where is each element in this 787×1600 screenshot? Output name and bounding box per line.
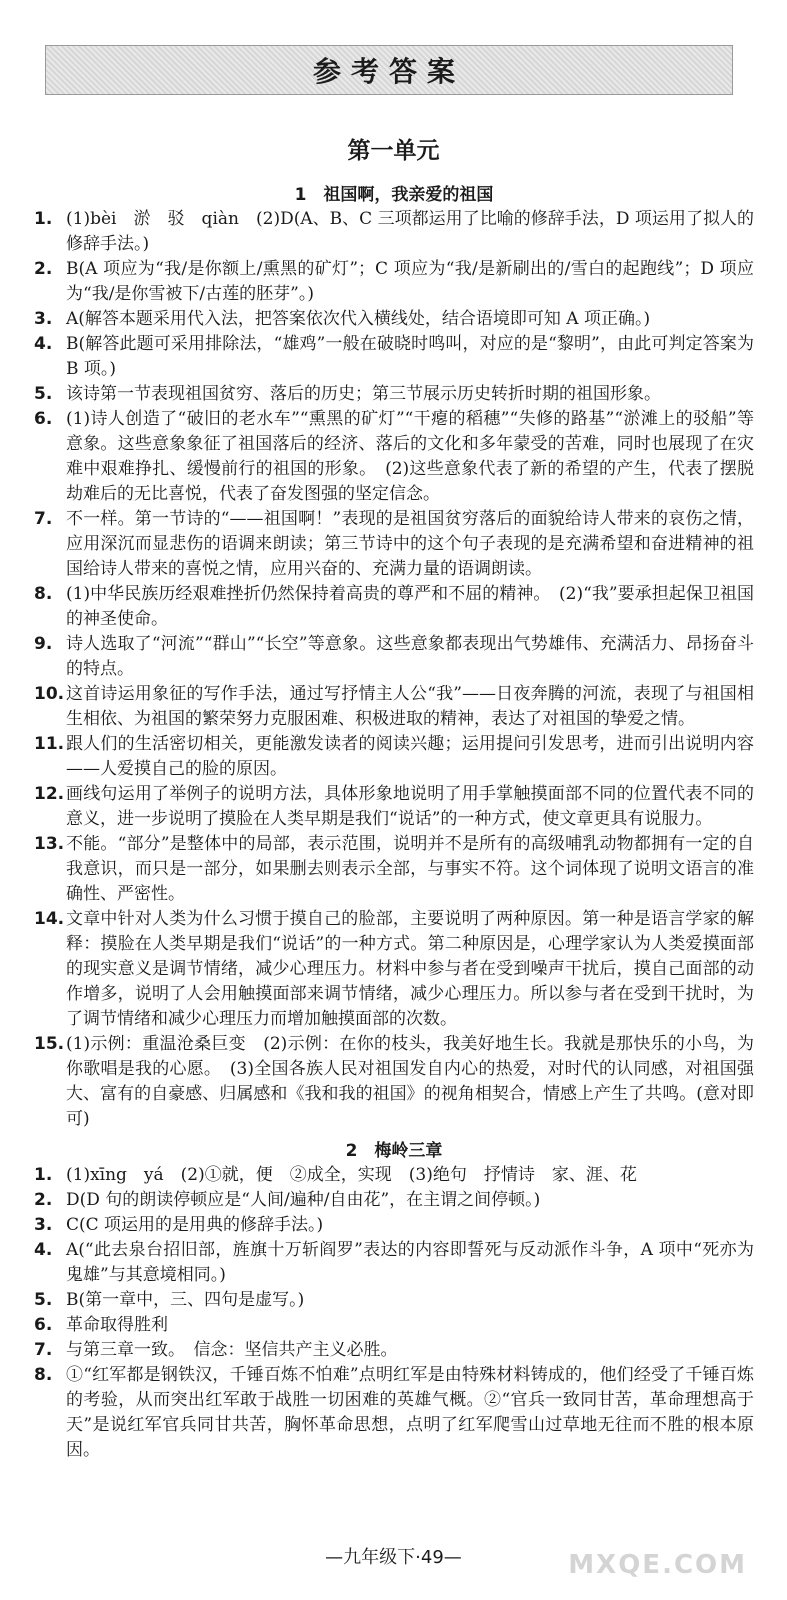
answer-text: C(C 项运用的是用典的修辞手法。) [66,1215,324,1235]
answer-item [34,782,754,832]
answer-text: (1)诗人创造了“破旧的老水车”“熏黑的矿灯”“干瘪的稻穗”“失修的路基”“淤滩上的驳船”等意象。这些意象象征了祖国落后的经济、落后的文化和多年蒙受的苦难，同时也展现了在灾难中艰难挣扎、缓慢前行的祖国的形象。 (2)这些意象代表了新的希望的产生，代表了摆脱劫难后的无比喜悦，代表了奋发图强的坚定信念。 [66,409,754,504]
section-title: 2 梅岭三章 [345,1141,443,1161]
answer-item [34,1363,754,1463]
section-items [34,207,754,1132]
answer-item [34,682,754,732]
answer-item [34,1313,754,1338]
answer-item [34,582,754,632]
answer-item [34,407,754,507]
banner-title: 参考答案 [312,55,465,88]
answer-text: 该诗第一节表现祖国贫穷、落后的历史；第三节展示历史转折时期的祖国形象。 [66,384,661,404]
answer-item [34,382,754,407]
answer-number: 10. [34,684,65,704]
answer-text: (1)xīng yá (2)①就，便 ②成全，实现 (3)绝句 抒情诗 家、涯、花 [66,1165,637,1185]
answer-number: 8. [34,584,53,604]
answer-item [34,1163,754,1188]
answer-item [34,732,754,782]
section-items [34,1163,754,1463]
answer-number: 5. [34,384,53,404]
answer-item [34,1338,754,1363]
answer-number: 11. [34,734,65,754]
answer-text: 不能。“部分”是整体中的局部，表示范围，说明并不是所有的高级哺乳动物都拥有一定的自我意识，而只是一部分，如果删去则表示全部，与事实不符。这个词体现了说明文语言的准确性、严密性。 [66,834,754,904]
answer-text: ①“红军都是钢铁汉，千锤百炼不怕难”点明红军是由特殊材料铸成的，他们经受了千锤百炼的考验，从而突出红军敢于战胜一切困难的英雄气概。②“官兵一致同甘苦，革命理想高于天”是说红军官兵同甘共苦，胸怀革命思想，点明了红军爬雪山过草地无往而不胜的根本原因。 [66,1365,754,1460]
answer-number: 2. [34,259,53,279]
answer-text: 文章中针对人类为什么习惯于摸自己的脸部，主要说明了两种原因。第一种是语言学家的解释：摸脸在人类早期是我们“说话”的一种方式。第二种原因是，心理学家认为人类爱摸面部的现实意义是调节情绪，减少心理压力。材料中参与者在受到噪声干扰后，摸自己面部的动作增多，说明了人会用触摸面部来调节情绪，减少心理压力。所以参与者在受到干扰时，为了调节情绪和减少心理压力而增加触摸面部的次数。 [66,909,754,1029]
answer-number: 5. [34,1290,53,1310]
answer-text: 与第三章一致。 信念：坚信共产主义必胜。 [66,1340,398,1360]
answer-item [34,307,754,332]
answer-number: 12. [34,784,65,804]
answer-content [34,176,754,1463]
answer-text: 跟人们的生活密切相关，更能激发读者的阅读兴趣；运用提问引发思考，进而引出说明内容——人爱摸自己的脸的原因。 [66,734,754,779]
answer-item [34,257,754,307]
answer-item [34,1288,754,1313]
answer-item [34,632,754,682]
answer-number: 8. [34,1365,53,1385]
answer-item [34,1238,754,1288]
answer-text: D(D 句的朗读停顿应是“人间/遍种/自由花”，在主谓之间停顿。) [66,1190,541,1210]
answer-number: 6. [34,409,53,429]
answer-item [34,1032,754,1132]
answer-number: 4. [34,1240,53,1260]
section-1 [34,180,754,1132]
answer-number: 14. [34,909,65,929]
answer-item [34,1188,754,1213]
answer-text: (1)中华民族历经艰难挫折仍然保持着高贵的尊严和不屈的精神。 (2)“我”要承担起保卫祖国的神圣使命。 [66,584,754,629]
answer-text: A(解答本题采用代入法，把答案依次代入横线处，结合语境即可知 A 项正确。) [66,309,651,329]
answer-number: 7. [34,1340,53,1360]
answer-text: A(“此去泉台招旧部，旌旗十万斩阎罗”表达的内容即誓死与反动派作斗争，A 项中“死亦为鬼雄”与其意境相同。) [66,1240,754,1285]
answer-number: 15. [34,1034,65,1054]
answer-item [34,207,754,257]
answer-number: 9. [34,634,53,654]
answer-number: 1. [34,209,53,229]
answer-item [34,1213,754,1238]
answer-number: 4. [34,334,53,354]
answer-text: 不一样。第一节诗的“——祖国啊！”表现的是祖国贫穷落后的面貌给诗人带来的哀伤之情，应用深沉而显悲伤的语调来朗读；第三节诗中的这个句子表现的是充满希望和奋进精神的祖国给诗人带来的喜悦之情，应用兴奋的、充满力量的语调朗读。 [66,509,754,579]
answer-text: 画线句运用了举例子的说明方法，具体形象地说明了用手掌触摸面部不同的位置代表不同的意义，进一步说明了摸脸在人类早期是我们“说话”的一种方式，使文章更具有说服力。 [66,784,754,829]
answer-number: 1. [34,1165,53,1185]
answer-number: 3. [34,309,53,329]
answer-text: (1)bèi 淤 驳 qiàn (2)D(A、B、C 三项都运用了比喻的修辞手法，D 项运用了拟人的修辞手法。) [66,209,754,254]
watermark-logo: MXQE.COM [568,1550,747,1580]
answer-number: 7. [34,509,53,529]
answer-item [34,832,754,907]
answer-item [34,907,754,1032]
page-number: —九年级下·49— [325,1547,462,1568]
answer-text: 这首诗运用象征的写作手法，通过写抒情主人公“我”——日夜奔腾的河流，表现了与祖国相生相依、为祖国的繁荣努力克服困难、积极进取的精神，表达了对祖国的挚爱之情。 [66,684,754,729]
answer-text: 诗人选取了“河流”“群山”“长空”等意象。这些意象都表现出气势雄伟、充满活力、昂扬奋斗的特点。 [66,634,754,679]
answer-number: 2. [34,1190,53,1210]
answer-item [34,332,754,382]
answer-item [34,507,754,582]
answer-text: B(解答此题可采用排除法，“雄鸡”一般在破晓时鸣叫，对应的是“黎明”，由此可判定答案为 B 项。) [66,334,754,379]
answer-text: 革命取得胜利 [66,1315,168,1335]
answer-number: 3. [34,1215,53,1235]
answer-text: B(A 项应为“我/是你额上/熏黑的矿灯”；C 项应为“我/是新刷出的/雪白的起跑线”；D 项应为“我/是你雪被下/古莲的胚芽”。) [66,259,754,304]
unit-title: 第一单元 [347,138,440,164]
answer-number: 13. [34,834,65,854]
section-2 [34,1136,754,1463]
answer-text: B(第一章中，三、四句是虚写。) [66,1290,305,1310]
section-title: 1 祖国啊，我亲爱的祖国 [294,185,494,205]
answer-text: (1)示例：重温沧桑巨变 (2)示例：在你的枝头，我美好地生长。我就是那快乐的小鸟，为你歌唱是我的心愿。 (3)全国各族人民对祖国发自内心的热爱，对时代的认同感，对祖国强大、富有的自豪感、归属感和《我和我的祖国》的视角相契合，情感上产生了共鸣。(意对即可) [66,1034,754,1129]
answer-banner [45,45,733,95]
answer-number: 6. [34,1315,53,1335]
